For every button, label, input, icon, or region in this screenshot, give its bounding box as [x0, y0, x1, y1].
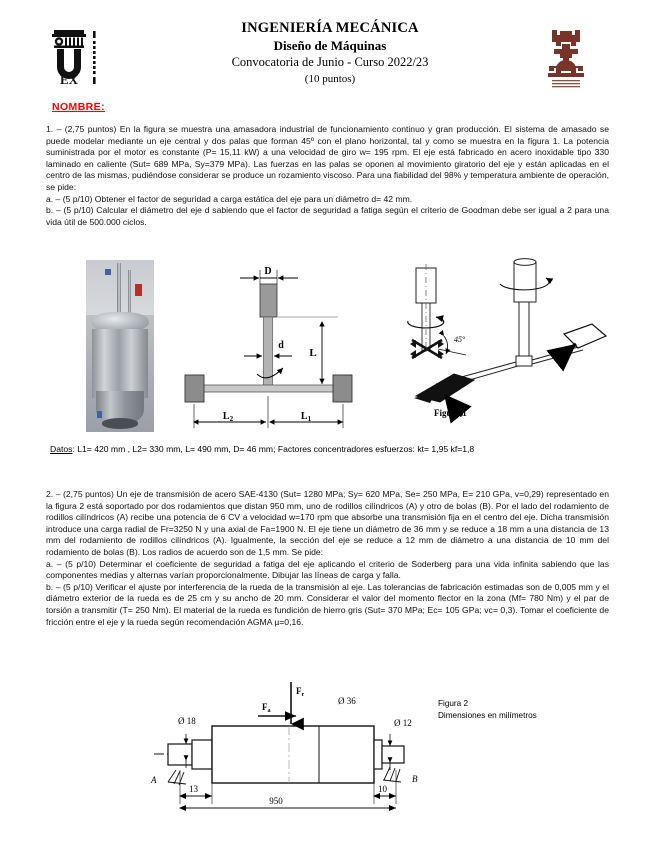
subject-subtitle: Diseño de Máquinas [273, 37, 387, 53]
label-D: D [264, 266, 272, 277]
label-support-a: A [151, 775, 157, 785]
figura-1-caption: Figura 1 [434, 408, 467, 418]
label-support-b: B [412, 774, 418, 784]
exam-title-block [150, 20, 510, 88]
problem-1-schematic [178, 256, 388, 436]
label-dia-36: Ø 36 [338, 696, 356, 706]
uex-logo [48, 22, 104, 88]
label-d: d [278, 340, 284, 351]
label-dia-18: Ø 18 [178, 716, 196, 726]
total-points: (10 puntos) [304, 73, 356, 86]
escuela-ingenierias-industriales-logo [536, 22, 596, 90]
problem-1-statement [46, 124, 609, 228]
figura-2-caption-block [438, 698, 537, 722]
svg-text:EX: EX [59, 72, 79, 87]
label-dim-10: 10 [378, 784, 387, 794]
label-L: L [309, 347, 317, 359]
figura-1-sketch [396, 256, 611, 438]
problem-1-body: 1. – (2,75 puntos) En la figura se muestra una amasadora industrial de funcionamiento continuo y gran producción. El sistema de amasado se puede modelar mediante un eje central y dos palas que forman 45º con el plano horizontal, tal y como se muestra en la figura 1. La potencia suministrada por el motor es constante (P= 15,11 kW) a una velocidad de giro w= 195 rpm. El eje está fabricado en acero inoxidable tipo 330 laminado en caliente (Sut= 689 MPa, Sy=379 MPa). Las fuerzas en las palas se oponen al movimiento giratorio del eje y están aplicadas en el centro de las mismas, pudiéndose considerar se produce un rozamiento viscoso. Para una fiabilidad del 98% y temperatura ambiente de operación, se pide: [46, 124, 609, 192]
problem-2-statement [46, 489, 609, 628]
problem-1-item-a: a. – (5 p/10) Obtener el factor de seguridad a carga estática del eje para un diámetro d= 42 mm. [46, 193, 413, 204]
label-L2: $L_2$ [222, 411, 234, 423]
label-L1: $L_1$ [300, 411, 312, 423]
figura-2-note: Dimensiones en milímetros [438, 711, 537, 720]
label-dim-950: 950 [269, 796, 283, 806]
nombre-field-label[interactable]: NOMBRE: [52, 101, 105, 113]
page-header [0, 14, 655, 94]
amasadora-photo [86, 260, 154, 432]
label-force-axial: $F_a$ [262, 702, 271, 714]
problem-2-item-b: b. – (5 p/10) Verificar el ajuste por interferencia de la rueda de la transmisión al eje. Las tolerancias de fabricación estimadas son de 0,005 mm y el diámetro exterior de la rueda es de 25 cm y su ancho de 20 mm. Considerar el valor del momento flector en la zona (Mf= 780 Nm) y el par de torsión a transmitir (T= 250 Nm). El material de la rueda es fundición de hierro gris (Sut= 370 MPa; Ec= 105 GPa; vc= 0,3). Tomar el coeficiente de fricción entre el eje y la rueda según recomendación AGMA µ=0,16. [46, 581, 609, 627]
label-force-radial: $F_r$ [296, 686, 305, 698]
datos-label: Datos [50, 444, 73, 454]
problem-2-item-a: a. – (5 p/10) Determinar el coeficiente de seguridad a fatiga del eje aplicando el criterio de Soderberg para una vida infinita sabiendo que las componentes medias y alternas varían proporcionalmente. Dibujar las líneas de carga y falla. [46, 558, 609, 581]
problem-1-item-b: b. – (5 p/10) Calcular el diámetro del eje d sabiendo que el factor de seguridad a fatiga según el criterio de Goodman debe ser igual a 2 para una vida útil de 500.000 ciclos. [46, 205, 609, 227]
problem-2-figure [46, 678, 621, 818]
problem-1-figures [46, 256, 616, 438]
figura-2-caption: Figura 2 [438, 699, 469, 708]
label-dim-13: 13 [189, 784, 198, 794]
label-dia-12: Ø 12 [394, 718, 412, 728]
problem-1-datos: Datos: L1= 420 mm , L2= 330 mm, L= 490 mm, D= 46 mm; Factores concentradores esfuerzos: kt= 1,95 kf=1,8 [50, 444, 475, 454]
datos-values: L1= 420 mm , L2= 330 mm, L= 490 mm, D= 46 mm; Factores concentradores esfuerzos: kt= 1,95 kf=1,8 [77, 444, 475, 454]
problem-2-body: 2. – (2,75 puntos) Un eje de transmisión de acero SAE-4130 (Sut= 1280 MPa; Sy= 620 MPa, Se= 250 MPa, E= 210 GPa, v=0,29) representado en la figura 2 está soportado por dos rodamientos que distan 950 mm, uno de rodillos cilíndricos (A) y otro de bolas (B). Por el lado del rodamiento de rodillos cilíndricos (A) recibe una potencia de 6 CV a velocidad w=170 rpm que absorbe una transmisión fija en el centro del eje. Dicha transmisión introduce una carga radial de Fr=3250 N y una axial de Fa=1900 N. El eje tiene un diámetro de 36 mm y se reduce a 18 mm a una distancia de 13 mm del rodamiento de rodillos cilíndricos (A). Igualmente, la sección del eje se reduce a 12 mm de diámetro a una distancia de 10 mm del rodamiento de bolas (B). Los radios de acuerdo son de 1,5 mm. Se pide: [46, 489, 609, 557]
convocatoria-line: Convocatoria de Junio - Curso 2022/23 [231, 55, 429, 70]
label-angle-45: 45° [454, 335, 466, 344]
page-title: INGENIERÍA MECÁNICA [241, 20, 419, 36]
